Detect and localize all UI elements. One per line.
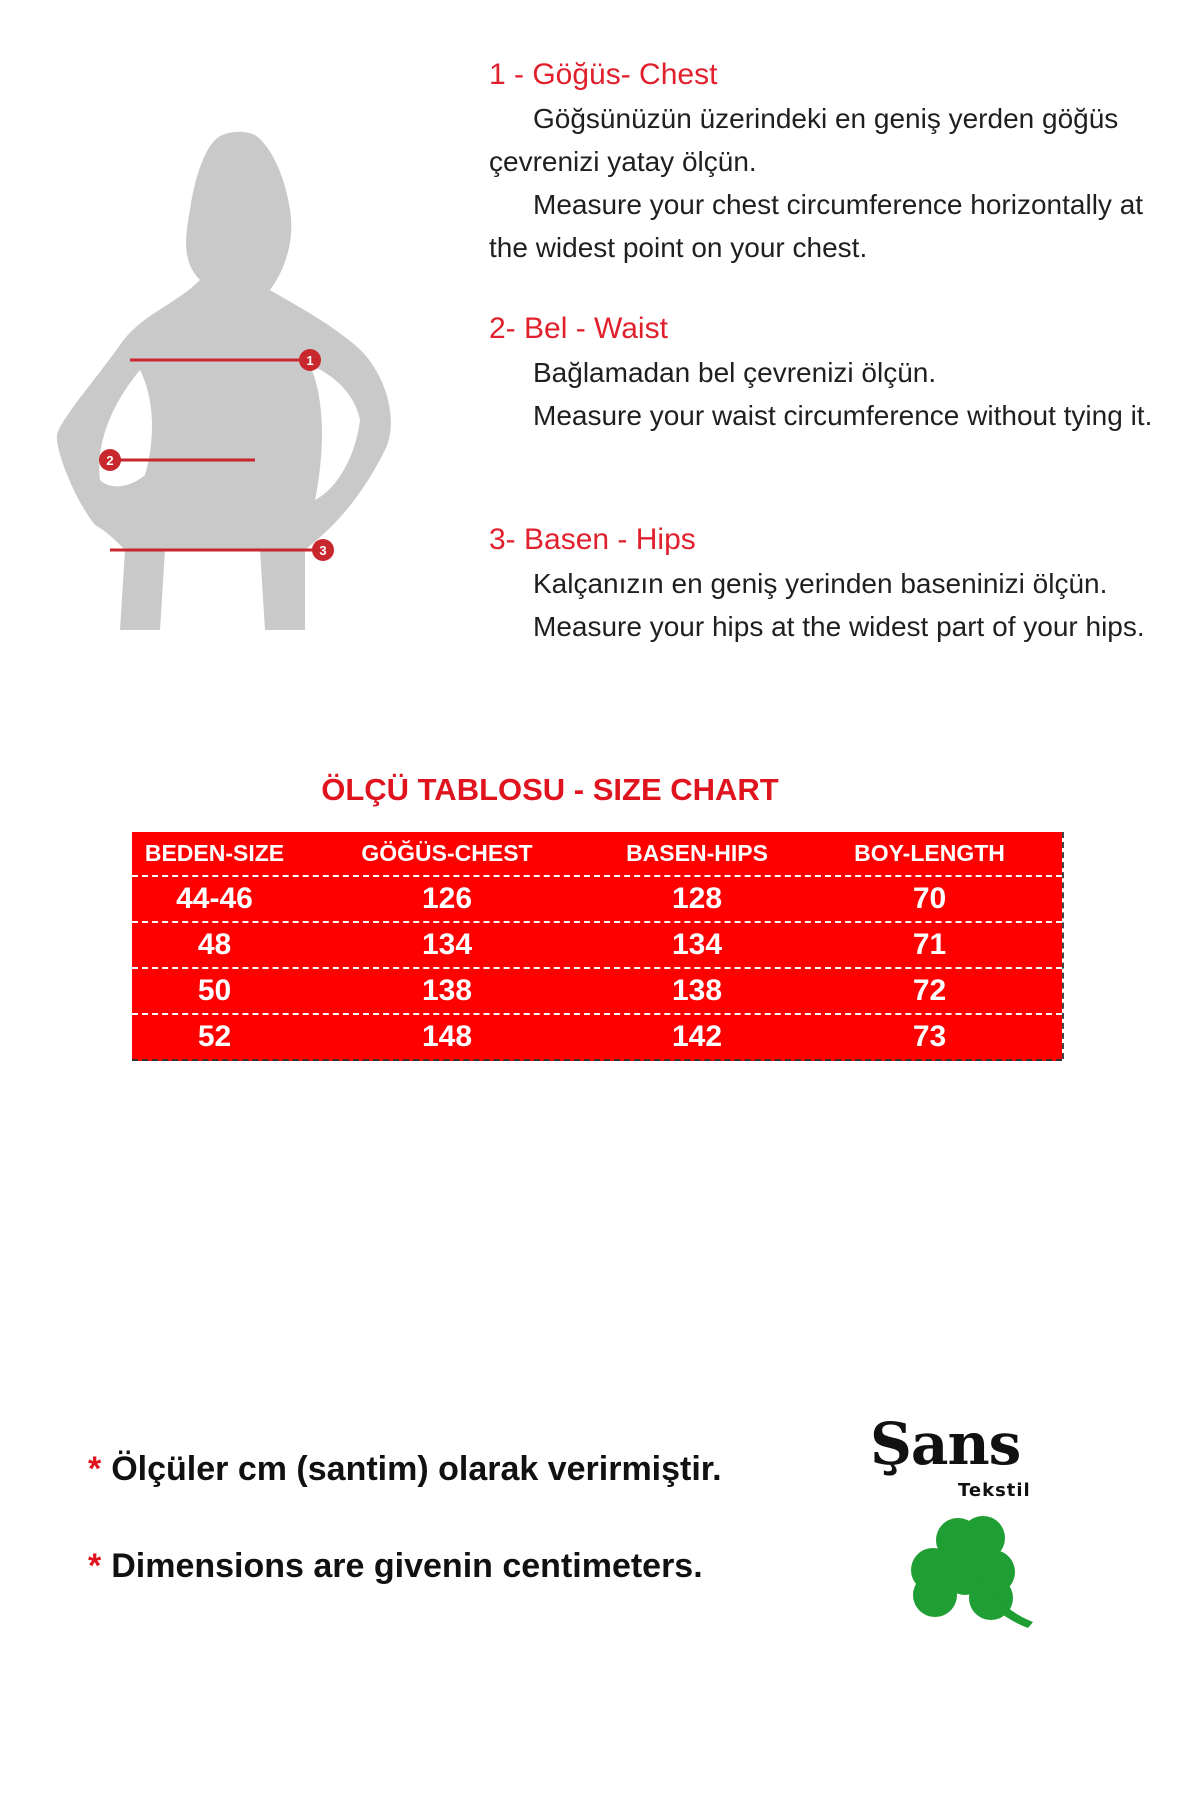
chest-text-en: Measure your chest circumference horizontally at the widest point on your chest. [489, 189, 1144, 263]
table-row [132, 877, 1062, 923]
waist-text-en: Measure your waist circumference without tying it. [533, 400, 1153, 431]
cell-length: 73 [912, 1020, 947, 1053]
cell-length: 72 [912, 974, 947, 1007]
cell-chest: 134 [421, 928, 473, 961]
waist-heading: 2- Bel - Waist [489, 312, 668, 345]
note-turkish [88, 1450, 722, 1489]
asterisk-icon: * [88, 1547, 102, 1585]
note-english-text: Dimensions are givenin centimeters. [111, 1547, 703, 1585]
cell-size: 50 [197, 974, 232, 1007]
cell-chest: 148 [421, 1020, 473, 1053]
column-header-size: BEDEN-SIZE [144, 840, 285, 866]
asterisk-icon: * [88, 1450, 102, 1488]
hips-heading: 3- Basen - Hips [489, 523, 696, 556]
hips-section [489, 520, 1145, 648]
cell-hips: 128 [671, 882, 723, 915]
column-header-length: BOY-LENGTH [854, 840, 1005, 866]
cell-length: 70 [912, 882, 947, 915]
column-header-hips: BASEN-HIPS [626, 840, 768, 866]
waist-text-tr: Bağlamadan bel çevrenizi ölçün. [533, 357, 937, 388]
cell-chest: 126 [421, 882, 473, 915]
table-row [132, 969, 1062, 1015]
size-chart-title: ÖLÇÜ TABLOSU - SIZE CHART [321, 772, 779, 807]
cell-chest: 138 [421, 974, 473, 1007]
marker-2-label: 2 [106, 453, 114, 468]
table-header-row [132, 832, 1062, 877]
hips-text-tr: Kalçanızın en geniş yerinden baseninizi ölçün. [533, 568, 1108, 599]
chest-text-tr: Göğsünüzün üzerindeki en geniş yerden göğüs çevrenizi yatay ölçün. [489, 103, 1119, 177]
brand-logo [868, 1410, 1058, 1640]
cell-length: 71 [912, 928, 947, 961]
body-silhouette [57, 132, 391, 630]
note-turkish-text: Ölçüler cm (santim) olarak verirmiştir. [111, 1450, 722, 1488]
chest-section [489, 55, 1179, 269]
waist-section [489, 309, 1152, 437]
chest-heading: 1 - Göğüs- Chest [489, 58, 718, 91]
cell-hips: 138 [671, 974, 723, 1007]
size-chart-table [132, 832, 1062, 1061]
logo-wordmark: Şans [870, 1410, 1021, 1478]
cell-size: 44-46 [176, 882, 253, 915]
cell-hips: 134 [671, 928, 723, 961]
logo-subtitle: Tekstil [958, 1480, 1031, 1501]
note-english [88, 1547, 703, 1586]
cell-size: 52 [197, 1020, 232, 1053]
clover-icon [903, 1510, 1043, 1640]
table-row [132, 1015, 1062, 1061]
cell-size: 48 [197, 928, 232, 961]
marker-3-label: 3 [319, 543, 327, 558]
hips-text-en: Measure your hips at the widest part of your hips. [533, 611, 1145, 642]
column-header-chest: GÖĞÜS-CHEST [361, 840, 533, 866]
body-measurement-figure [55, 130, 455, 720]
table-row [132, 923, 1062, 969]
cell-hips: 142 [671, 1020, 723, 1053]
marker-1-label: 1 [306, 353, 314, 368]
